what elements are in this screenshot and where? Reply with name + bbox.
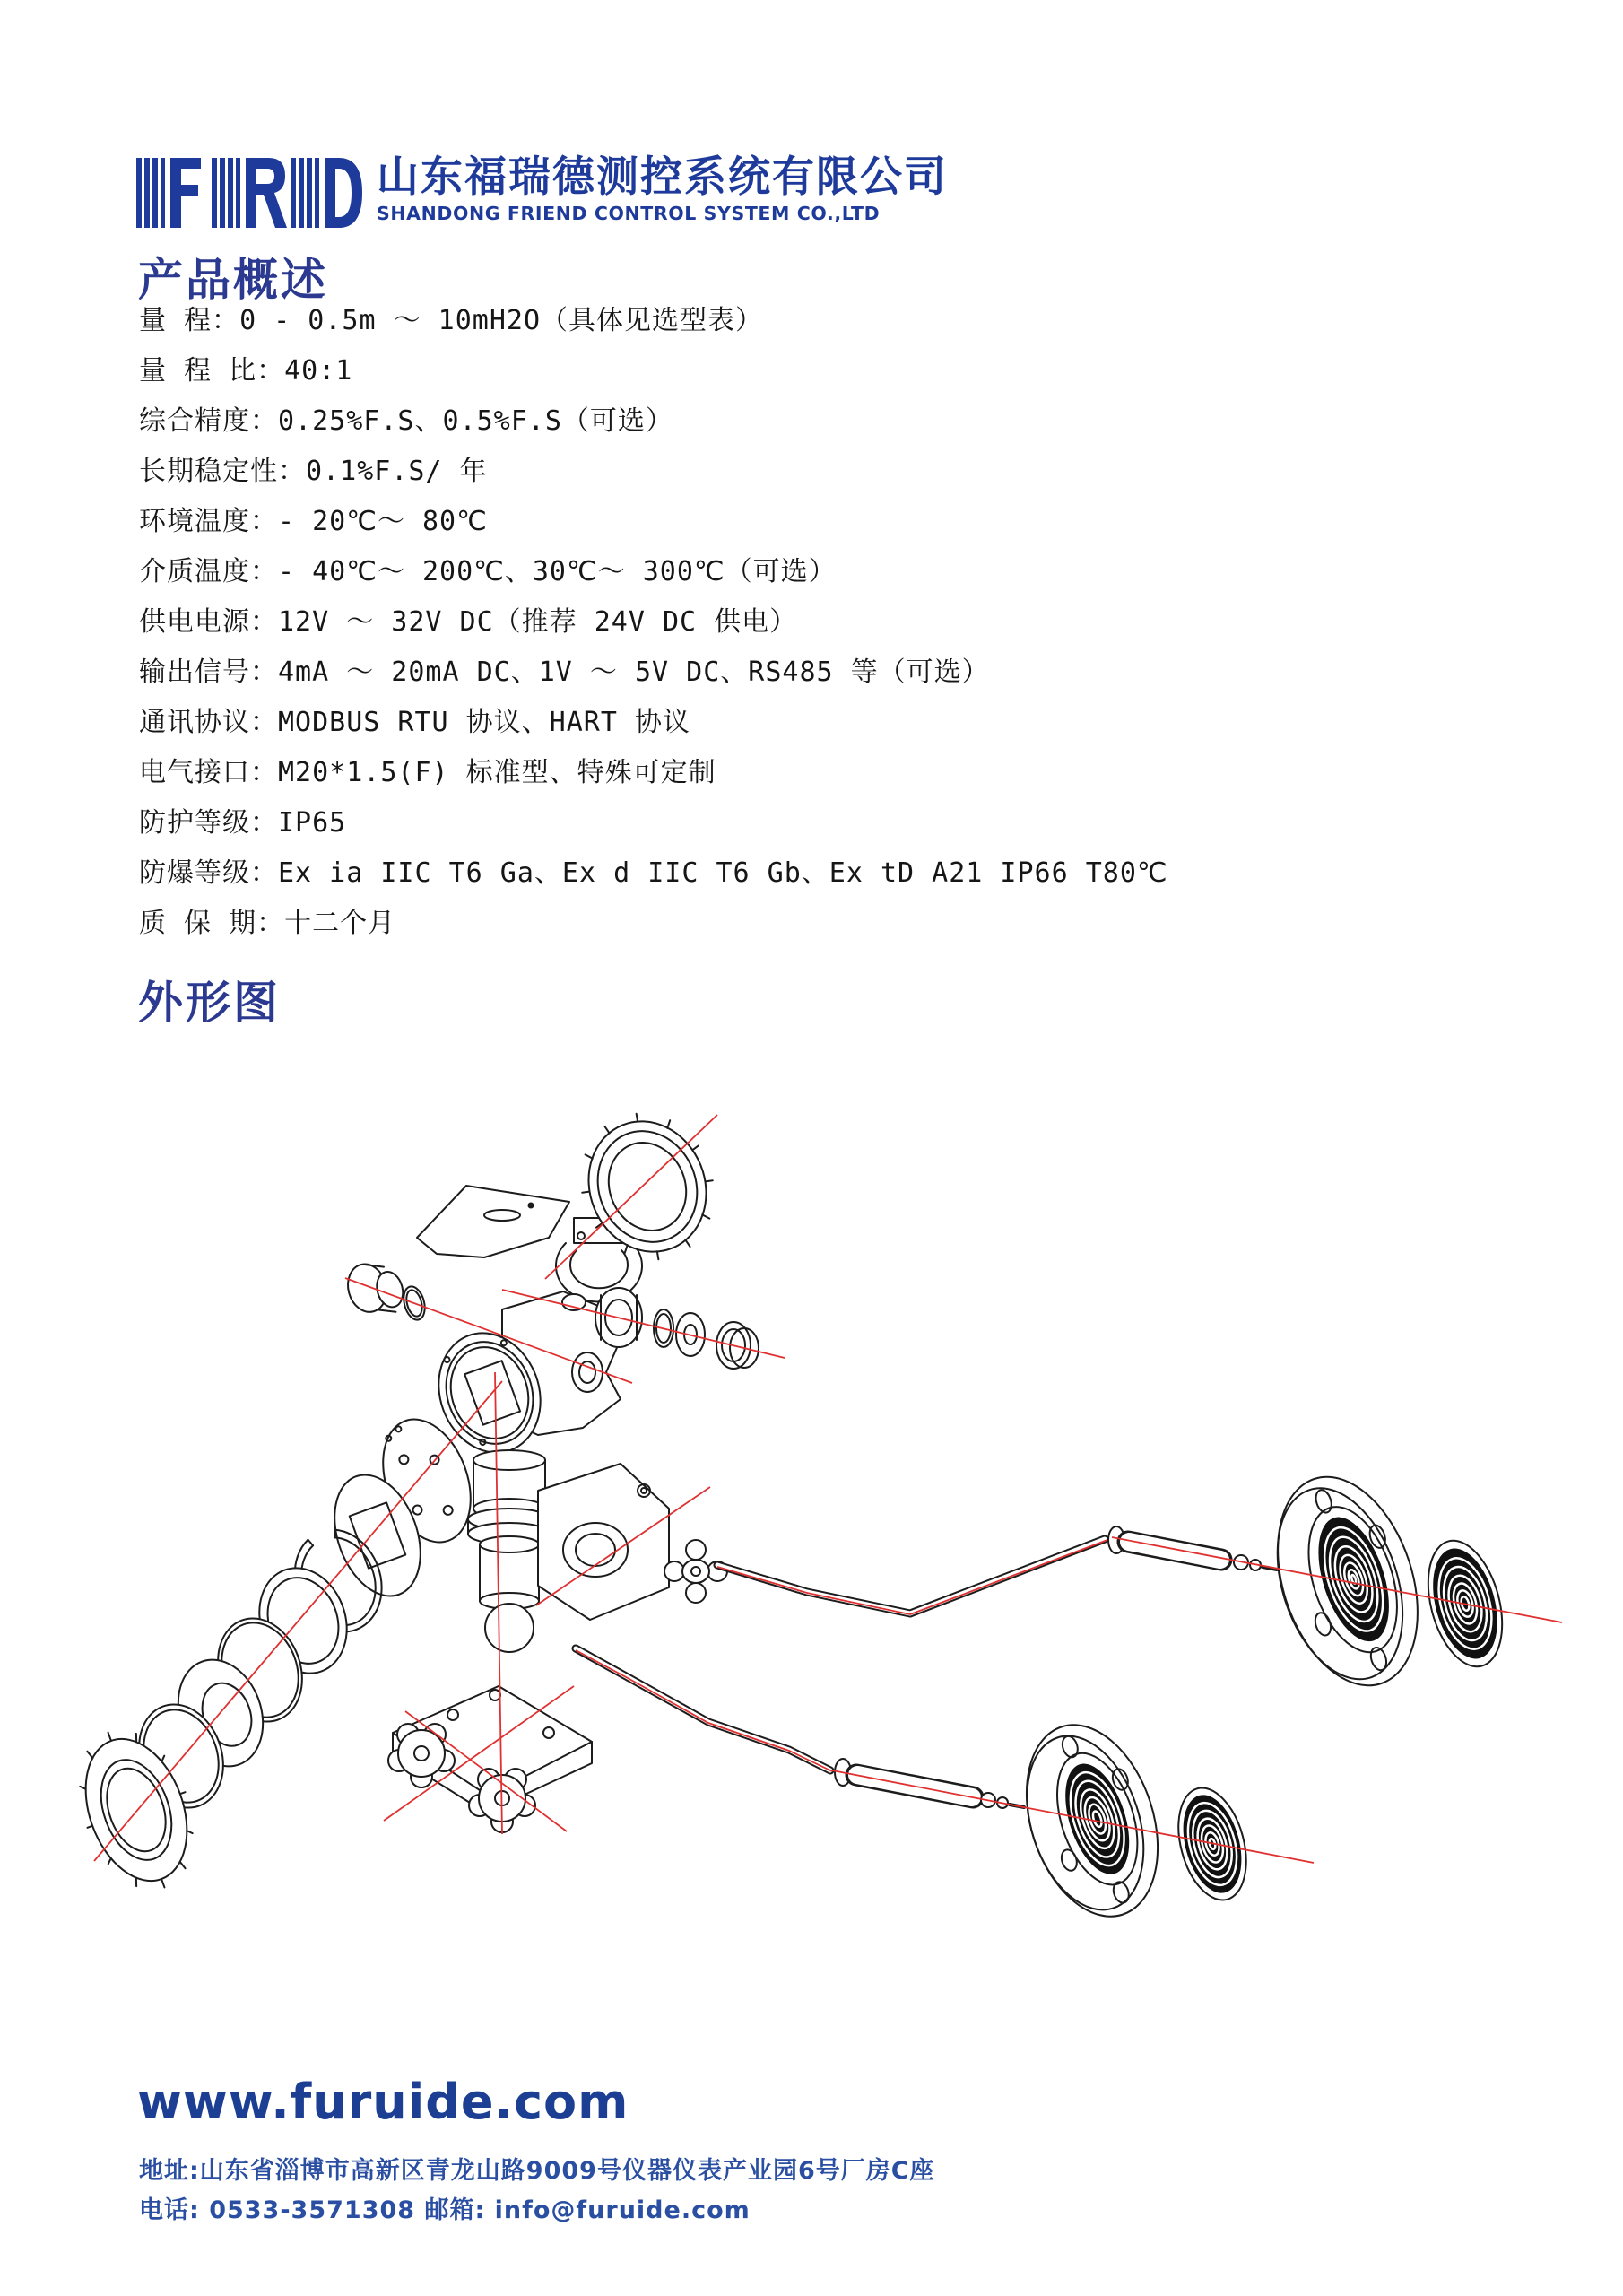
spec-row-ip-rating: 防护等级：IP65 <box>139 807 347 839</box>
section-title-outline: 外形图 <box>138 977 281 1029</box>
capillary-upper <box>717 1526 1277 1613</box>
spec-row-ambient-temp: 环境温度：- 20℃～ 80℃ <box>139 506 488 537</box>
part-mounting-bracket <box>417 1186 569 1257</box>
company-identity <box>377 154 948 224</box>
exploded-view-svg <box>0 1103 1623 2009</box>
company-name-en: SHANDONG FRIEND CONTROL SYSTEM CO.,LTD <box>377 202 881 224</box>
spec-row-protocol: 通讯协议：MODBUS RTU 协议、HART 协议 <box>139 707 690 738</box>
capillary-lower <box>576 1648 1024 1808</box>
company-name-cn: 山东福瑞德测控系统有限公司 <box>377 152 948 202</box>
contact-line: 电话: 0533-3571308 邮箱: info@furuide.com <box>139 2196 751 2224</box>
spec-row-ex-rating: 防爆等级：Ex ia IIC T6 Ga、Ex d IIC T6 Gb、Ex tD A21 IP66 T80℃ <box>139 857 1168 889</box>
part-star-adapter <box>664 1540 727 1603</box>
address-line: 地址:山东省淄博市高新区青龙山路9009号仪器仪表产业园6号厂房C座 <box>139 2157 935 2185</box>
website: www.furuide.com <box>137 2074 629 2130</box>
spec-row-electrical-interface: 电气接口：M20*1.5(F) 标准型、特殊可定制 <box>139 757 716 788</box>
spec-row-power: 供电电源：12V ～ 32V DC（推荐 24V DC 供电） <box>139 606 798 638</box>
spec-row-output: 输出信号：4mA ～ 20mA DC、1V ～ 5V DC、RS485 等（可选） <box>139 657 990 688</box>
section-title-overview: 产品概述 <box>138 254 328 306</box>
header <box>136 154 948 231</box>
outline-drawing <box>0 1103 1623 2009</box>
spec-row-range: 量 程：0 - 0.5m ～ 10mH2O（具体见选型表） <box>139 305 764 336</box>
frd-logo <box>136 154 362 231</box>
part-cable-gland <box>595 1288 759 1369</box>
spec-row-stability: 长期稳定性：0.1%F.S/ 年 <box>139 456 488 487</box>
spec-row-accuracy: 综合精度：0.25%F.S、0.5%F.S（可选） <box>139 405 673 437</box>
spec-list <box>139 296 1484 949</box>
spec-row-medium-temp: 介质温度：- 40℃～ 200℃、30℃～ 300℃（可选） <box>139 556 837 587</box>
spec-row-warranty: 质 保 期：十二个月 <box>139 908 396 939</box>
part-process-flange-block <box>538 1464 669 1620</box>
spec-row-turndown: 量 程 比：40:1 <box>139 355 353 387</box>
